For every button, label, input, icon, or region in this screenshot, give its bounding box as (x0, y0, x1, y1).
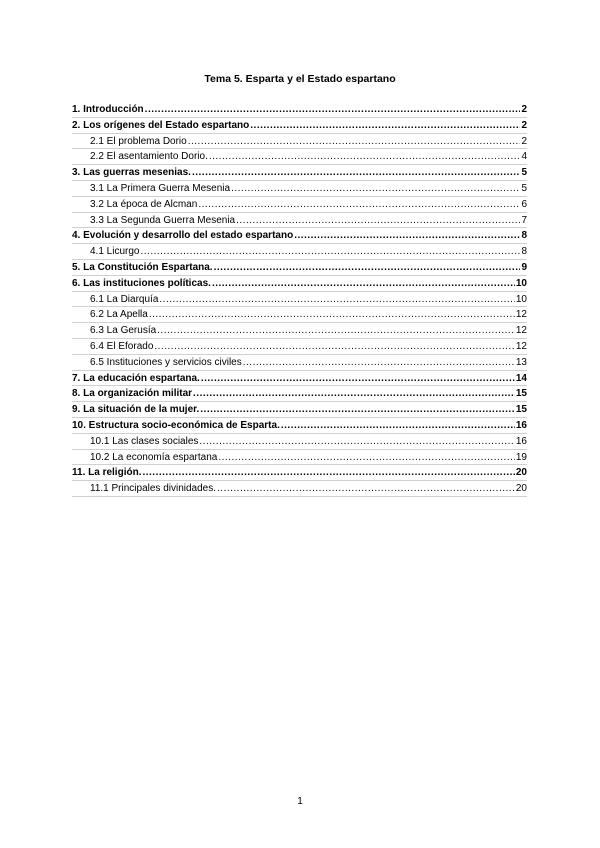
toc-dot-leader (149, 307, 515, 323)
toc-subsection-entry[interactable] (72, 244, 527, 260)
toc-dot-leader (294, 228, 520, 244)
toc-entry-label: 6.1 La Diarquía (90, 293, 159, 305)
toc-dot-leader (145, 102, 521, 118)
toc-dot-leader (250, 118, 520, 134)
toc-dot-leader (200, 402, 515, 418)
toc-section-entry[interactable] (72, 418, 527, 434)
toc-entry-page: 19 (515, 451, 527, 463)
toc-entry-label: 6.2 La Apella (90, 309, 148, 321)
document-title: Tema 5. Esparta y el Estado espartano (204, 73, 396, 85)
toc-entry-label: 11. La religión. (72, 467, 142, 479)
toc-entry-label: 7. La educación espartana. (72, 372, 200, 384)
toc-dot-leader (142, 465, 514, 481)
toc-entry-page: 5 (521, 182, 527, 194)
toc-dot-leader (218, 450, 515, 466)
toc-section-entry[interactable] (72, 276, 527, 292)
toc-entry-label: 2. Los orígenes del Estado espartano (72, 119, 250, 131)
toc-dot-leader (154, 339, 515, 355)
toc-dot-leader (192, 165, 520, 181)
toc-subsection-entry[interactable] (72, 450, 527, 466)
toc-entry-label: 2.2 El asentamiento Dorio. (90, 151, 208, 163)
toc-entry-label: 6.4 El Eforado (90, 340, 154, 352)
toc-subsection-entry[interactable] (72, 323, 527, 339)
toc-subsection-entry[interactable] (72, 434, 527, 450)
toc-dot-leader (209, 149, 521, 165)
toc-dot-leader (212, 276, 515, 292)
toc-entry-label: 10.2 La economía espartana (90, 451, 218, 463)
toc-section-entry[interactable] (72, 228, 527, 244)
toc-entry-page: 16 (515, 435, 527, 447)
toc-entry-label: 4. Evolución y desarrollo del estado espartano (72, 230, 294, 242)
toc-dot-leader (140, 244, 520, 260)
toc-entry-page: 20 (515, 483, 527, 495)
toc-entry-page: 2 (521, 104, 527, 115)
toc-entry-page: 15 (515, 388, 527, 400)
toc-subsection-entry[interactable] (72, 339, 527, 355)
toc-subsection-entry[interactable] (72, 197, 527, 213)
toc-section-entry[interactable] (72, 165, 527, 181)
page-number: 1 (297, 796, 303, 807)
toc-entry-page: 10 (515, 293, 527, 305)
toc-entry-page: 2 (521, 135, 527, 147)
toc-subsection-entry[interactable] (72, 481, 527, 497)
toc-entry-page: 13 (515, 356, 527, 368)
toc-section-entry[interactable] (72, 371, 527, 387)
toc-entry-page: 9 (521, 261, 527, 273)
toc-dot-leader (198, 197, 520, 213)
toc-entry-page: 7 (521, 214, 527, 226)
toc-section-entry[interactable] (72, 260, 527, 276)
toc-dot-leader (281, 418, 515, 434)
toc-entry-page: 12 (515, 325, 527, 337)
toc-entry-label: 6. Las instituciones políticas. (72, 277, 211, 289)
toc-entry-label: 5. La Constitución Espartana. (72, 261, 213, 273)
toc-subsection-entry[interactable] (72, 307, 527, 323)
toc-subsection-entry[interactable] (72, 181, 527, 197)
table-of-contents (72, 102, 527, 497)
toc-entry-page: 6 (521, 198, 527, 210)
toc-dot-leader (193, 386, 515, 402)
toc-entry-page: 20 (515, 467, 527, 479)
toc-section-entry[interactable] (72, 118, 527, 134)
toc-section-entry[interactable] (72, 402, 527, 418)
toc-subsection-entry[interactable] (72, 149, 527, 165)
toc-entry-label: 6.3 La Gerusía (90, 325, 157, 337)
toc-dot-leader (159, 292, 514, 308)
toc-dot-leader (236, 213, 520, 229)
toc-entry-page: 2 (521, 119, 527, 131)
toc-entry-label: 3.1 La Primera Guerra Mesenia (90, 182, 231, 194)
toc-dot-leader (201, 371, 515, 387)
toc-dot-leader (157, 323, 515, 339)
toc-entry-label: 6.5 Instituciones y servicios civiles (90, 356, 242, 368)
toc-entry-label: 9. La situación de la mujer. (72, 404, 200, 416)
toc-dot-leader (243, 355, 515, 371)
toc-section-entry[interactable] (72, 102, 527, 118)
toc-entry-label: 4.1 Licurgo (90, 246, 140, 258)
toc-entry-page: 16 (515, 419, 527, 431)
toc-entry-label: 8. La organización militar (72, 388, 193, 400)
toc-entry-label: 11.1 Principales divinidades. (90, 483, 217, 495)
toc-entry-page: 5 (521, 167, 527, 179)
toc-entry-label: 2.1 El problema Dorio (90, 135, 187, 147)
toc-entry-page: 14 (515, 372, 527, 384)
toc-dot-leader (231, 181, 520, 197)
toc-dot-leader (214, 260, 521, 276)
toc-subsection-entry[interactable] (72, 213, 527, 229)
toc-entry-label: 1. Introducción (72, 104, 144, 115)
toc-entry-label: 3. Las guerras mesenias. (72, 167, 191, 179)
toc-entry-label: 3.2 La época de Alcman (90, 198, 198, 210)
toc-entry-page: 4 (521, 151, 527, 163)
toc-entry-label: 3.3 La Segunda Guerra Mesenia (90, 214, 236, 226)
toc-entry-page: 12 (515, 309, 527, 321)
toc-section-entry[interactable] (72, 465, 527, 481)
toc-entry-page: 8 (521, 246, 527, 258)
toc-entry-page: 12 (515, 340, 527, 352)
toc-entry-label: 10. Estructura socio-económica de Esparta. (72, 419, 280, 431)
toc-dot-leader (188, 134, 521, 150)
toc-dot-leader (217, 481, 515, 497)
toc-entry-label: 10.1 Las clases sociales (90, 435, 199, 447)
toc-dot-leader (199, 434, 514, 450)
toc-subsection-entry[interactable] (72, 134, 527, 150)
toc-entry-page: 8 (521, 230, 527, 242)
toc-section-entry[interactable] (72, 386, 527, 402)
toc-entry-page: 10 (515, 277, 527, 289)
toc-entry-page: 15 (515, 404, 527, 416)
toc-subsection-entry[interactable] (72, 355, 527, 371)
toc-subsection-entry[interactable] (72, 292, 527, 308)
